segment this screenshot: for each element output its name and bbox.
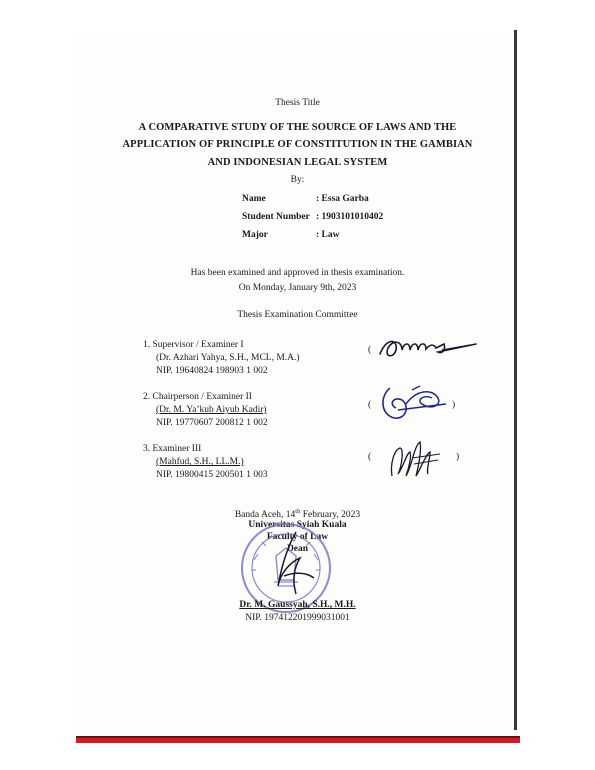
approval-line-1: Has been examined and approved in thesis examination.	[190, 268, 405, 278]
student-info-table	[242, 190, 383, 244]
examiner-3-paren-close: )	[456, 452, 460, 462]
examiner-3-signature	[384, 436, 444, 484]
title-line-1: A COMPARATIVE STUDY OF THE SOURCE OF LAWS AND THE	[138, 122, 457, 133]
dean-nip: NIP. 197412201999031001	[245, 613, 350, 623]
examiner-2-signature	[376, 380, 452, 428]
examiner-2-nip: NIP. 19770607 200812 1 002	[156, 418, 268, 428]
page-edge-shadow	[514, 30, 517, 730]
examiner-3-role: 3. Examiner III	[143, 444, 202, 454]
approval-line-2: On Monday, January 9th, 2023	[238, 283, 357, 293]
examiner-2-paren-close: )	[452, 400, 456, 410]
examiner-3-nip: NIP. 19800415 200501 1 003	[156, 470, 268, 480]
examiner-3-name: (Mahfud, S.H., LL.M.)	[156, 457, 244, 467]
university-name: Universitas Syiah Kuala	[248, 520, 347, 530]
examiner-1-signature	[372, 332, 482, 366]
major-value: : Law	[316, 230, 340, 240]
dean-signature	[266, 528, 326, 600]
examiner-1-nip: NIP. 19640824 198903 1 002	[156, 366, 268, 376]
major-label: Major	[242, 230, 268, 240]
examiner-2-paren-open: (	[368, 400, 372, 410]
examiner-1-role: 1. Supervisor / Examiner I	[143, 340, 244, 350]
place-date: Banda Aceh, 14th February, 2023	[234, 508, 361, 521]
student-number-value: : 1903101010402	[316, 212, 384, 222]
thesis-title-heading: Thesis Title	[275, 98, 320, 108]
title-line-2: APPLICATION OF PRINCIPLE OF CONSTITUTION IN THE GAMBIAN	[122, 139, 473, 150]
committee-heading: Thesis Examination Committee	[237, 310, 358, 320]
examiner-2-role: 2. Chairperson / Examiner II	[143, 392, 252, 402]
dean-title: Dean	[286, 544, 309, 554]
page-edge-red	[76, 738, 520, 743]
examiner-1-paren-open: (	[368, 345, 372, 355]
examiner-3-paren-open: (	[368, 452, 372, 462]
examiner-1-name: (Dr. Azhari Yahya, S.H., MCL, M.A.)	[156, 353, 300, 363]
title-line-3: AND INDONESIAN LEGAL SYSTEM	[207, 157, 388, 168]
faculty-name: Faculty of Law	[266, 532, 329, 542]
student-number-label: Student Number	[242, 212, 310, 222]
examiner-2-name: (Dr. M. Ya’kub Aiyub Kadir)	[156, 405, 267, 415]
name-label: Name	[242, 194, 266, 204]
name-value: : Essa Garba	[316, 194, 369, 204]
by-label: By:	[290, 175, 305, 185]
dean-name: Dr. M. Gaussyah, S.H., M.H.	[239, 600, 356, 610]
